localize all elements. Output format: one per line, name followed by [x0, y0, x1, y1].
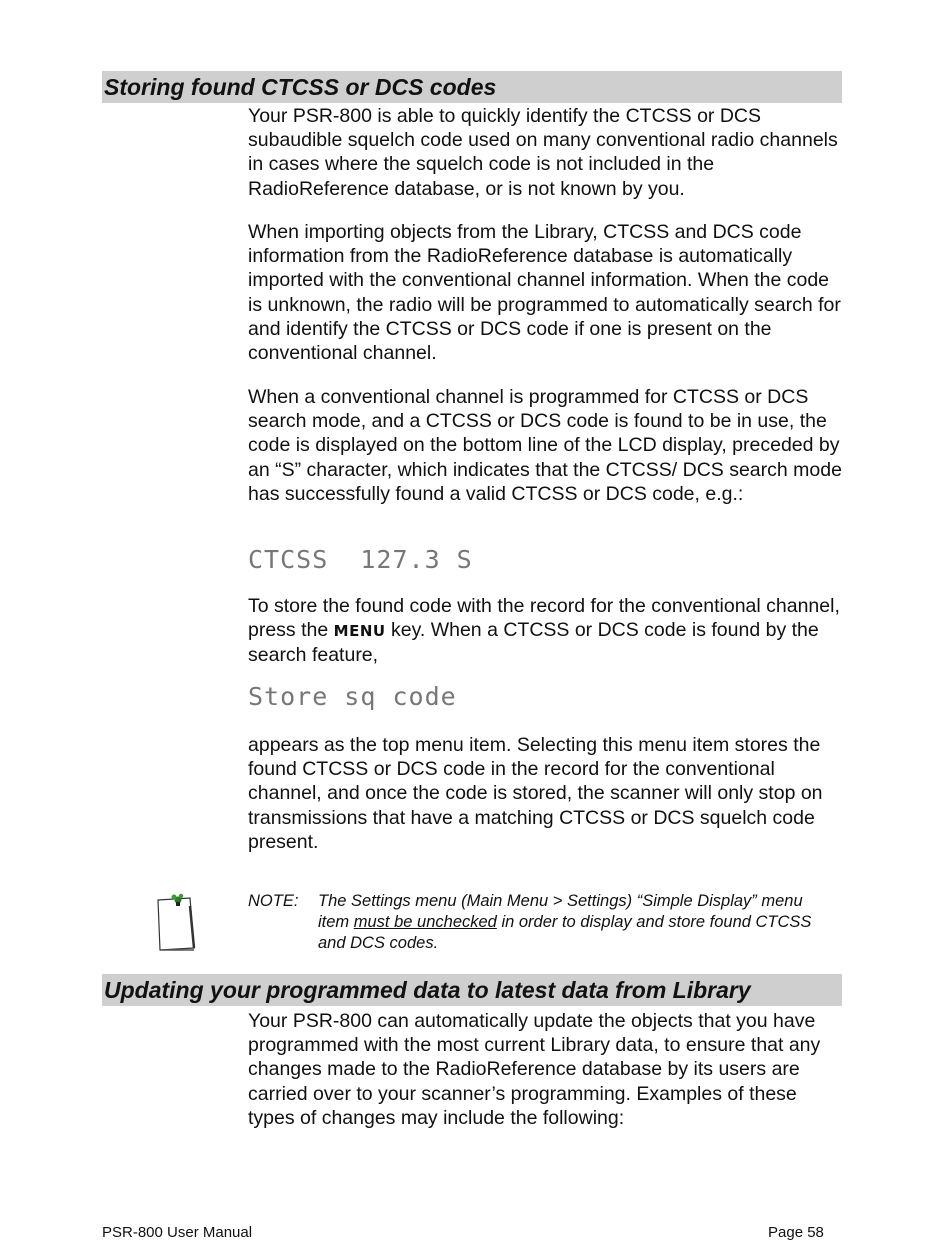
note-pad-icon — [154, 892, 200, 954]
lcd-display-ctcss: CTCSS 127.3 S — [248, 545, 473, 574]
lcd-display-store-code: Store sq code — [248, 682, 457, 711]
note-label: NOTE: — [248, 892, 299, 910]
paragraph-update-intro: Your PSR-800 can automatically update the objects that you have programmed with the most current Library data, to ensure that any changes made to the RadioReference database by its users are carried over to your scanner’s programming. Examples of these types of changes may include the following: — [248, 1010, 821, 1129]
menu-key-label: MENU — [333, 622, 386, 641]
paragraph-search-mode: When a conventional channel is programmed for CTCSS or DCS search mode, and a CTCSS or DCS code is found to be in use, the code is displayed on the bottom line of the LCD display, preceded by an “S” character, which indicates that the CTCSS/ DCS search mode has successfully found a valid CTCSS or DCS code, e.g.: — [248, 386, 842, 505]
paragraph-store — [248, 594, 848, 668]
footer-manual-title: PSR-800 User Manual — [102, 1224, 253, 1241]
note-text — [318, 891, 838, 954]
note-text-after: in order to display and store found CTCSS and DCS codes. — [318, 913, 812, 952]
paragraph-menu-item: appears as the top menu item. Selecting this menu item stores the found CTCSS or DCS code in the record for the conventional channel, and once the code is stored, the scanner will only stop on transmissions that have a matching CTCSS or DCS squelch code present. — [248, 734, 823, 853]
paragraph-import: When importing objects from the Library, CTCSS and DCS code information from the RadioReference database is automatically imported with the conventional channel information. When the code is unknown, the radio will be programmed to automatically search for and identify the CTCSS or DCS code if one is present on the conventional channel. — [248, 221, 841, 365]
section-heading-storing-codes: Storing found CTCSS or DCS codes — [102, 71, 842, 103]
store-text-after: key. When a CTCSS or DCS code is found by the search feature, — [248, 619, 819, 667]
footer-page-number: Page 58 — [768, 1224, 824, 1241]
note-text-before: The Settings menu (Main Menu > Settings) “Simple Display” menu item — [318, 892, 803, 931]
section-heading-updating-data: Updating your programmed data to latest data from Library — [102, 974, 842, 1006]
note-text-underlined: must be unchecked — [353, 913, 497, 931]
paragraph-intro: Your PSR-800 is able to quickly identify the CTCSS or DCS subaudible squelch code used on many conventional radio channels in cases where the squelch code is not included in the RadioReference database, or is not known by you. — [248, 105, 838, 200]
store-text-before: To store the found code with the record for the conventional channel, press the — [248, 595, 840, 642]
